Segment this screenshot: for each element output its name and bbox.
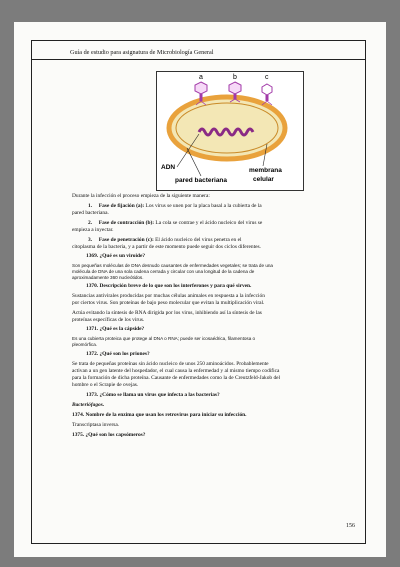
- step-1: 1. Fase de fijación (a): Los virus se unen por la placa basal a la cubierta de la: [88, 203, 262, 209]
- step-3: 3. Fase de penetración (c): El ácido nucleico del virus penetra en el: [88, 237, 242, 243]
- label-a: a: [199, 74, 203, 81]
- label-pared: pared bacteriana: [175, 177, 228, 184]
- answer-1371-l2: pleomórfica.: [72, 342, 98, 347]
- question-1371: 1371. ¿Qué es la cápside?: [86, 326, 145, 332]
- page-number: 156: [346, 523, 355, 529]
- answer-1373: Bacteriófagos.: [72, 402, 105, 408]
- step-1-cont: pared bacteriana.: [72, 210, 109, 216]
- answer-1369-l1: Son pequeñas moléculas de DNA desnudo causantes de enfermedades vegetales; se trata de una: [72, 263, 273, 268]
- answer-1374: Transcriptasa inversa.: [72, 422, 120, 428]
- question-1375: 1375. ¿Qué son los capsómeros?: [72, 432, 146, 438]
- answer-1371-l1: Es una cubierta proteica que protege al DNA o RNA; puede ser icosaédrica, filamentosa o: [72, 336, 256, 341]
- page-header: Guía de estudio para asignatura de Microbiología General: [70, 49, 214, 56]
- label-celular: celular: [253, 176, 274, 183]
- figure-svg: [157, 72, 303, 190]
- intro-text: Durante la infección el proceso empieza de la siguiente manera:: [72, 193, 210, 199]
- label-membrana: membrana: [249, 167, 282, 174]
- answer-1369-l2: molécula de DNA de una sola cadena cerrada y circular con una longitud de la cadena de: [72, 269, 255, 274]
- answer-1369-l3: aproximadamente 360 nucleótidos.: [72, 275, 144, 280]
- answer-1370-l2: por ciertos virus. Son proteínas de bajo peso molecular que evitan la multiplicación viral.: [72, 300, 265, 306]
- header-rule: [32, 59, 365, 60]
- document-page: [14, 22, 386, 557]
- question-1370: 1370. Descripción breve de lo que son los interferones y para qué sirven.: [86, 283, 252, 289]
- bacteriophage-infection-figure: [156, 71, 304, 191]
- label-c: c: [265, 74, 269, 81]
- answer-1372-l4: hombre o el Scrapie de ovejas.: [72, 382, 139, 388]
- step-2: 2. Fase de contracción (b): La cola se contrae y el ácido nucleico del virus se: [88, 220, 263, 226]
- page-frame: [31, 40, 366, 544]
- question-1372: 1372. ¿Qué son los priones?: [86, 351, 150, 357]
- label-adn: ADN: [161, 164, 176, 171]
- answer-1370-l4: proteínas específicas de los virus.: [72, 317, 145, 323]
- step-3-cont: citoplasma de la bacteria, y a partir de este momento puede seguir dos ciclos diferentes.: [72, 244, 261, 250]
- answer-1372-l3: para la formación de dicha proteína. Causante de enfermedades como la de Creutzfeld-Jakob del: [72, 375, 281, 381]
- question-1374: 1374. Nombre de la enzima que usan los retrovirus para iniciar su infección.: [72, 412, 247, 418]
- answer-1372-l2: activan a un gen latente del hospedador, el cual causa la enfermedad y al mismo tiempo codifica: [72, 368, 280, 374]
- question-1373: 1373. ¿Cómo se llama un virus que infecta a las bacterias?: [86, 392, 220, 398]
- answer-1372-l1: Se trata de pequeñas proteínas sin ácido nucleico de unos 250 aminoácidos. Probablemente: [72, 361, 269, 367]
- step-2-cont: empieza a inyectar.: [72, 227, 114, 233]
- question-1369: 1369. ¿Qué es un viroide?: [86, 253, 146, 259]
- answer-1370-l3: Actúa evitando la síntesis de RNA dirigida por los virus, inhibiendo así la síntesis de las: [72, 310, 262, 316]
- answer-1370-l1: Sustancias antivirales producidas por muchas células animales en respuesta a la infección: [72, 293, 265, 299]
- label-b: b: [233, 74, 237, 81]
